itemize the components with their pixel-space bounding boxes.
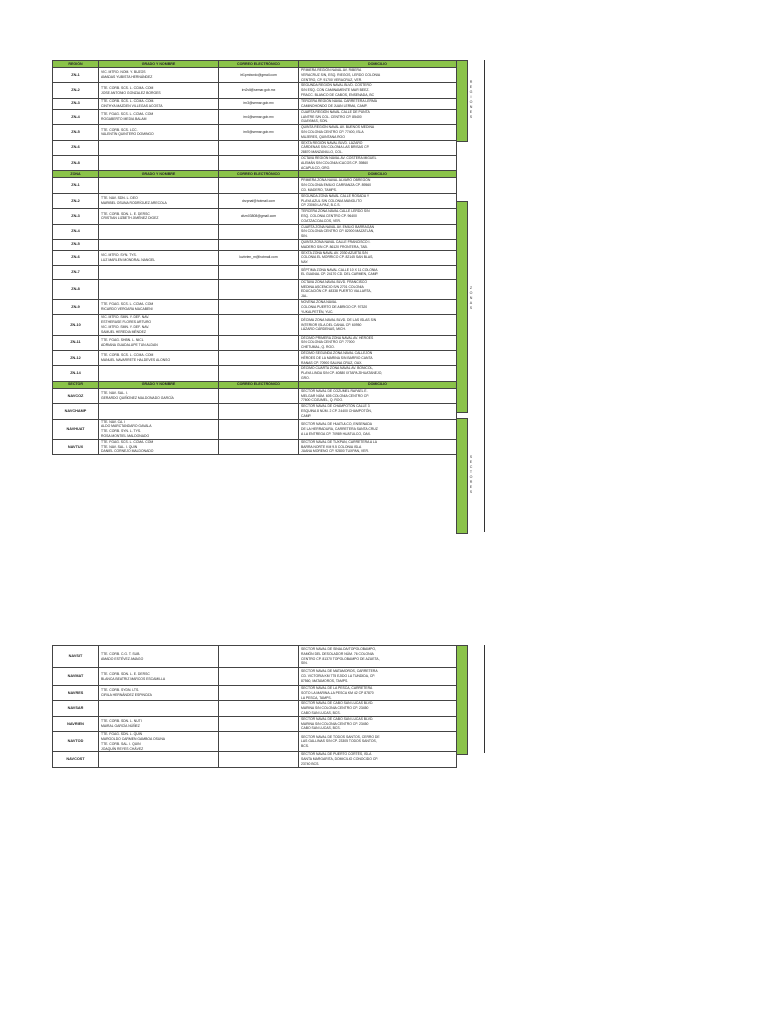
column-header: GRADO Y NOMBRE — [99, 61, 219, 68]
officer-name — [99, 404, 219, 419]
side-label-strip — [456, 201, 468, 413]
unit-code: ZN-4 — [53, 109, 99, 124]
email-address: citzn03808@gmail.com — [219, 209, 299, 224]
officer-name: VIC. MTRO. SYN. TYS. LUZ MARLEN MONDRAL NANGEL — [99, 250, 219, 265]
email-address: luzbrlen_m@hotmail.com — [219, 250, 299, 265]
unit-code: ZN-5 — [53, 239, 99, 250]
email-address — [219, 404, 299, 419]
side-label-strip — [456, 418, 468, 534]
table-row — [53, 155, 457, 170]
column-header: SECTOR — [53, 381, 99, 388]
address: SECTOR NAVAL DE CABO SAN LUCAS BLVD. MARINA S/N COLONIA CENTRO CP. 23450 CABO SAN LUCAS, BCS. — [299, 701, 457, 716]
table-row — [53, 178, 457, 193]
unit-code: ZN-6 — [53, 140, 99, 155]
table-row — [53, 68, 457, 83]
officer-name: TTE. FGAG. SHBN. L. NICL ADRIANA GUADALUPE TUN ALDAN — [99, 335, 219, 350]
table-row — [53, 125, 457, 140]
address: SEXTA REGIÓN NAVAL BLVD. LÁZARO CÁRDENAS S/N COLONIA LAS BRISAS CP. 28870 MANZANILLO, COL. — [299, 140, 457, 155]
header-row — [53, 171, 457, 178]
officer-name — [99, 239, 219, 250]
address: TERCERA REGIÓN NAVAL CARRETERA LERMA CAMINOHONDO DE JUAN LERMA, CAMP. — [299, 98, 457, 109]
column-header: GRADO Y NOMBRE — [99, 171, 219, 178]
email-address — [219, 315, 299, 335]
table-row — [53, 701, 457, 716]
email-address — [219, 224, 299, 239]
table-row — [53, 279, 457, 299]
officer-name — [99, 279, 219, 299]
unit-code: NAVCHAMP — [53, 404, 99, 419]
table-row — [53, 366, 457, 381]
table-row — [53, 732, 457, 752]
email-address — [219, 686, 299, 701]
officer-name — [99, 752, 219, 767]
table-row — [53, 388, 457, 403]
unit-code: ZN-14 — [53, 366, 99, 381]
email-address — [219, 732, 299, 752]
address: OCTAVA REGIÓN NAVAL AV. COSTERA MIGUEL ALEMÁN S/N COLONIA ICACOS CP. 39860 ACAPULCO, GRO. — [299, 155, 457, 170]
officer-name — [99, 155, 219, 170]
address: SECTOR NAVAL DE TODOS SANTOS, CERRO DE LAS GALLINAS S/N CP. 23305 TODOS SANTOS, BCS. — [299, 732, 457, 752]
email-address — [219, 668, 299, 686]
column-header: ZONA — [53, 171, 99, 178]
column-header: CORREO ELECTRÓNICO — [219, 171, 299, 178]
email-address — [219, 335, 299, 350]
address: SECTOR NAVAL DE CHAMPOTÓN CALLE 3 ESQUINA 8 NÚM. 2 CP. 24400 CHAMPOTÓN, CAMP. — [299, 404, 457, 419]
unit-code: NAVCOZ — [53, 388, 99, 403]
officer-name: VIC. MTRO. SMN. Y. DEF. NAV. ESTHERASE FLORES ARTURO VIC. MTRO. SMN. Y. DEF. NAV. SAMUEL HEREDIA MÉNDEZ — [99, 315, 219, 335]
address: PRIMERA REGIÓN NAVAL AV. RIBERA VERACRUZ S/N, ESQ. RIEGOS, LERDO COLONIA CENTRO, CP. 91700 VERACRUZ, VER. — [299, 68, 457, 83]
table-row — [53, 752, 457, 767]
table-row — [53, 98, 457, 109]
table-row — [53, 351, 457, 366]
table-row — [53, 83, 457, 98]
officer-name: TTE. CORB. SDN. L. E. DERSC BLANCA BEATRIZ MARCOS ESCAMILLA — [99, 668, 219, 686]
side-label-strip — [456, 645, 468, 755]
address: CUARTA ZONA NAVAL AV. EMILIO BARRAGÁN S/N COLONIA CENTRO CP. 82000 MAZATLÁN, SIN. — [299, 224, 457, 239]
address: TERCERA ZONA NAVAL CALLE LERDO S/N ESQ. COLONIA CENTRO CP. 96400 COATZACOALCOS, VER. — [299, 209, 457, 224]
table-row — [53, 265, 457, 279]
unit-code: ZN-5 — [53, 125, 99, 140]
unit-code: ZN-7 — [53, 265, 99, 279]
email-address — [219, 716, 299, 731]
table-row — [53, 193, 457, 208]
address: SECTOR NAVAL DE COZUMEL RAFAEL E. MELGAR NÚM. 605 COLONIA CENTRO CP. 77600 COZUMEL, Q. ROO. — [299, 388, 457, 403]
email-address — [219, 388, 299, 403]
column-header: DOMICILIO — [299, 381, 457, 388]
table-row — [53, 439, 457, 454]
unit-code: ZN-11 — [53, 335, 99, 350]
unit-code: ZN-2 — [53, 83, 99, 98]
table-row — [53, 109, 457, 124]
unit-code: NAVCOST — [53, 752, 99, 767]
side-label: Z O N A S — [469, 286, 473, 310]
email-address: irt1pmbcrdc@gmail.com — [219, 68, 299, 83]
unit-code: ZN-8 — [53, 279, 99, 299]
table1-side-column — [456, 60, 485, 532]
table-row — [53, 224, 457, 239]
column-header: REGIÓN — [53, 61, 99, 68]
address: QUINTA REGIÓN NAVAL AV. BUENOS MEDINA S/N COLONIA CENTRO CP. 77400, ISLA MUJERES, QUINTANA ROO — [299, 125, 457, 140]
email-address — [219, 419, 299, 439]
email-address — [219, 155, 299, 170]
officer-name: TTE. NAV. SDN. L. DEO MARIBEL OSUNA RODRÍGUEZ ARECOLA — [99, 193, 219, 208]
address: DÉCIMO SEGUNDA ZONA NAVAL CALLEJÓN HÉROES DE LA MARINA S/N BARRIO CANTA RANAS CP. 70900 SALINA CRUZ, OAX. — [299, 351, 457, 366]
address: NOVENA ZONA NAVAL COLONIA PUERTO DE ABRIGO CP. 97320 YUKALPETÉN, YUC. — [299, 300, 457, 315]
email-address: irn4@semar.gob.mx — [219, 109, 299, 124]
unit-code: ZN-8 — [53, 155, 99, 170]
address: SEGUNDA ZONA NAVAL CALLE ROSADA Y PLAYA AZUL S/N COLONIA MANGLITO CP. 23060 LA PAZ, B.C.S. — [299, 193, 457, 208]
address: OCTAVA ZONA NAVAL BLVD. FRANCISCO MEDINA ASCENCIO S/N 2701 COLONIA EDUCACIÓN CP. 48338 PUERTO VALLARTA, JAL. — [299, 279, 457, 299]
unit-code: ZN-2 — [53, 193, 99, 208]
address: QUINTA ZONA NAVAL CALLE FRANCISCO I. MADERO S/N CP. 86120 FRONTERA, TAB. — [299, 239, 457, 250]
email-address — [219, 178, 299, 193]
unit-code: ZN-1 — [53, 68, 99, 83]
officer-name — [99, 178, 219, 193]
address: SECTOR NAVAL DE LA PESCA, CARRETERA SOTO LA MARINA-LA PESCA KM 42 CP 87870 LA PESCA, TAMPS. — [299, 686, 457, 701]
sectors-continuation-table — [52, 645, 456, 768]
unit-code: ZN-1 — [53, 178, 99, 193]
officer-name — [99, 140, 219, 155]
officer-name: TTE. CORB. SYDN. LTS. CIRILA HERNÁNDEZ ESPINOZA — [99, 686, 219, 701]
email-address — [219, 140, 299, 155]
officer-name: TTE. NAV. SAL. I. GERARDO QUIÑONEZ MALDONADO GARCÍA — [99, 388, 219, 403]
email-address — [219, 366, 299, 381]
officer-name: TTE. CORB. SDN. L. E. DERSC CRISTIAN LIZBETH JIMÉNEZ DIGEZ — [99, 209, 219, 224]
officer-name — [99, 366, 219, 381]
address: SECTOR NAVAL DE CABO SAN LUCAS BLVD. MARINA S/N COLONIA CENTRO CP. 23450 CABO SAN LUCAS, BCS. — [299, 716, 457, 731]
address: CUARTA REGIÓN NAVAL CALLE DE PUNTA LANTRE S/N COL. CENTRO CP. 85400 GUAYMAS, SON. — [299, 109, 457, 124]
unit-code: ZN-4 — [53, 224, 99, 239]
table-row — [53, 300, 457, 315]
regions-zones-sectors-table — [52, 60, 456, 455]
address: SEXTA ZONA NAVAL AV. 2030 AZUETA S/N COLONIA EL MORRICO CP. 82145 SAN BLAS, NAY. — [299, 250, 457, 265]
side-label-strip — [456, 60, 468, 142]
address: SÉPTIMA ZONA NAVAL CALLE 10 X 11 COLONIA EL GUANAL CP. 24170 CD. DEL CARMEN, CAMP. — [299, 265, 457, 279]
officer-name: VIC. MTRO. NOM. Y. BUZOS AMADAS YUBISTA HERNÁNDEZ — [99, 68, 219, 83]
header-row — [53, 61, 457, 68]
email-address — [219, 439, 299, 454]
email-address — [219, 752, 299, 767]
unit-code: ZN-3 — [53, 98, 99, 109]
address: SECTOR NAVAL DE MATAMOROS, CARRETERA CD. VICTORIA KM 775 EJIDO LA TUNDIDA, CP. 87560, MATAMOROS, TAMPS. — [299, 668, 457, 686]
officer-name: TTE. FGAG. SCS. L. CCMA. COM ROGABERTO MEDIA BALAM — [99, 109, 219, 124]
table-row — [53, 209, 457, 224]
column-header: DOMICILIO — [299, 61, 457, 68]
officer-name: TTE. NAV. CA. I ALDO MARCTANDARO GAVALA TTE. CORB. SYN. L. TYS. ROSA MONTIEL MALDONADO — [99, 419, 219, 439]
table-row — [53, 250, 457, 265]
unit-code: NAVSIT — [53, 646, 99, 668]
table-row — [53, 335, 457, 350]
email-address — [219, 239, 299, 250]
header-row — [53, 381, 457, 388]
table2-side-column — [456, 645, 485, 753]
unit-code: ZN-3 — [53, 209, 99, 224]
email-address — [219, 646, 299, 668]
email-address: irn3@semar.gob.mx — [219, 98, 299, 109]
officer-name: TTE. CORB. SCS. L. CCMA. COM MANUEL NAVARRETE HALDEVES ALONSO — [99, 351, 219, 366]
unit-code: NAVRES — [53, 686, 99, 701]
address: SECTOR NAVAL DE SINALOA/TOPOLOBAMPO, RAMÓN DEL DESOLADOR NÚM. 76 COLONIA CENTRO CP. 81370 TOPOLOBAMPO DE AZUETA, SIN. — [299, 646, 457, 668]
officer-name — [99, 265, 219, 279]
officer-name: TTE. CORB. C.G. T. SUB. AMADO ESTÉVEZ AMAGO — [99, 646, 219, 668]
address: PRIMERA ZONA NAVAL ÁLVARO OBREGÓN S/N COLONIA EMILIO CARRANZA CP. 89560 CD. MADERO, TAMPS. — [299, 178, 457, 193]
column-header: GRADO Y NOMBRE — [99, 381, 219, 388]
unit-code: NAVRIEN — [53, 716, 99, 731]
table-row — [53, 419, 457, 439]
address: SECTOR NAVAL DE PUERTO CORTÉS, ISLA SANTA MARGARITA, DOMICILIO CONOCIDO CP. 23740 BCS. — [299, 752, 457, 767]
table-row — [53, 668, 457, 686]
email-address — [219, 351, 299, 366]
officer-name: TTE. CORB. SCS. L. CCMA. COM. CINTHYA MAZDEN VILLEGAS ACOSTA — [99, 98, 219, 109]
table-row — [53, 646, 457, 668]
unit-code: ZN-12 — [53, 351, 99, 366]
officer-name — [99, 701, 219, 716]
unit-code: ZN-10 — [53, 315, 99, 335]
table-row — [53, 404, 457, 419]
table-row — [53, 686, 457, 701]
officer-name: TTE. FGAG. SCS. L. CCMA. COM RICARDO VERGARA MACABENI — [99, 300, 219, 315]
unit-code: ZN-6 — [53, 250, 99, 265]
column-header: CORREO ELECTRÓNICO — [219, 381, 299, 388]
table-row — [53, 239, 457, 250]
side-label: R E G I O N E S — [469, 80, 473, 119]
address: DÉCIMO CUARTA ZONA NAVAL AV. BONICOL, PLAYA LINDA S/N CP. 40880 IXTAPA ZIHUATANEJO, GRO. — [299, 366, 457, 381]
address: SEGUNDA REGIÓN NAVAL BLVD. COSTERO S/N ESQ. CON CAMINAMENTE MAR BEEZ. FRACC. BLANCO DE CABOS, ENSENADA, BC — [299, 83, 457, 98]
email-address: irn2vll@semar.gob.mx — [219, 83, 299, 98]
address: SECTOR NAVAL DE HUATULCO, ENSENADA DE LA HERRADURA, CARRETERA SANTA CRUZ A LA ENTREGA CP. 70989 HUATULCO, OAX. — [299, 419, 457, 439]
officer-name: TTE. FGAG. SCS. L. CCMA. COM TTE. NAV. SAL. I. QUIN DANIEL CORNEJO MALDONADO — [99, 439, 219, 454]
email-address — [219, 265, 299, 279]
email-address — [219, 279, 299, 299]
address: DÉCIMA ZONA NAVAL BLVD. DE LAS ISLAS S/N INTERIOR ISLA DEL CANAL CP. 60950 LÁZARO CÁRDENAS, MICH. — [299, 315, 457, 335]
table-row — [53, 315, 457, 335]
unit-code: NAVMAT — [53, 668, 99, 686]
table-row — [53, 140, 457, 155]
address: SECTOR NAVAL DE TUXPAN, CARRETERA A LA BARRA NORTE KM 9.5 COLONIA ISLA JUANA MORENO CP. 92800 TUXPAN, VER. — [299, 439, 457, 454]
table-row — [53, 716, 457, 731]
officer-name: TTE. CORB. SCS. LCC. VALENTÍN QUINTERO DOMINGO — [99, 125, 219, 140]
email-address — [219, 701, 299, 716]
unit-code: ZN-9 — [53, 300, 99, 315]
unit-code: NAVTOD — [53, 732, 99, 752]
officer-name — [99, 224, 219, 239]
unit-code: NAVTUX — [53, 439, 99, 454]
email-address: drzpnaf@hotmail.com — [219, 193, 299, 208]
email-address — [219, 300, 299, 315]
officer-name: TTE. FGAG. SDN. L. QUIN MARGOLDO CARMEN GAMBOA OSUNA TTE. CORB. SAL. I. QUIN JOAQUÍN REYES CHÁVEZ — [99, 732, 219, 752]
officer-name: TTE. CORB. SCS. L. CCMA. COM JOSE ANTONIO GONZALEZ BORGES — [99, 83, 219, 98]
unit-code: NAVSAR — [53, 701, 99, 716]
address: DÉCIMO PRIMERA ZONA NAVAL AV. HÉROES S/N COLONIA CENTRO CP. 77000 CHETUMAL, Q. ROO. — [299, 335, 457, 350]
email-address: irn5@semar.gob.mx — [219, 125, 299, 140]
unit-code: NAVHUAT — [53, 419, 99, 439]
side-label: S E C T O R E S — [469, 455, 473, 494]
officer-name: TTE. CORB. SDN. L. NUTI MAIRAL GARCÍA NÚÑEZ — [99, 716, 219, 731]
column-header: CORREO ELECTRÓNICO — [219, 61, 299, 68]
column-header: DOMICILIO — [299, 171, 457, 178]
